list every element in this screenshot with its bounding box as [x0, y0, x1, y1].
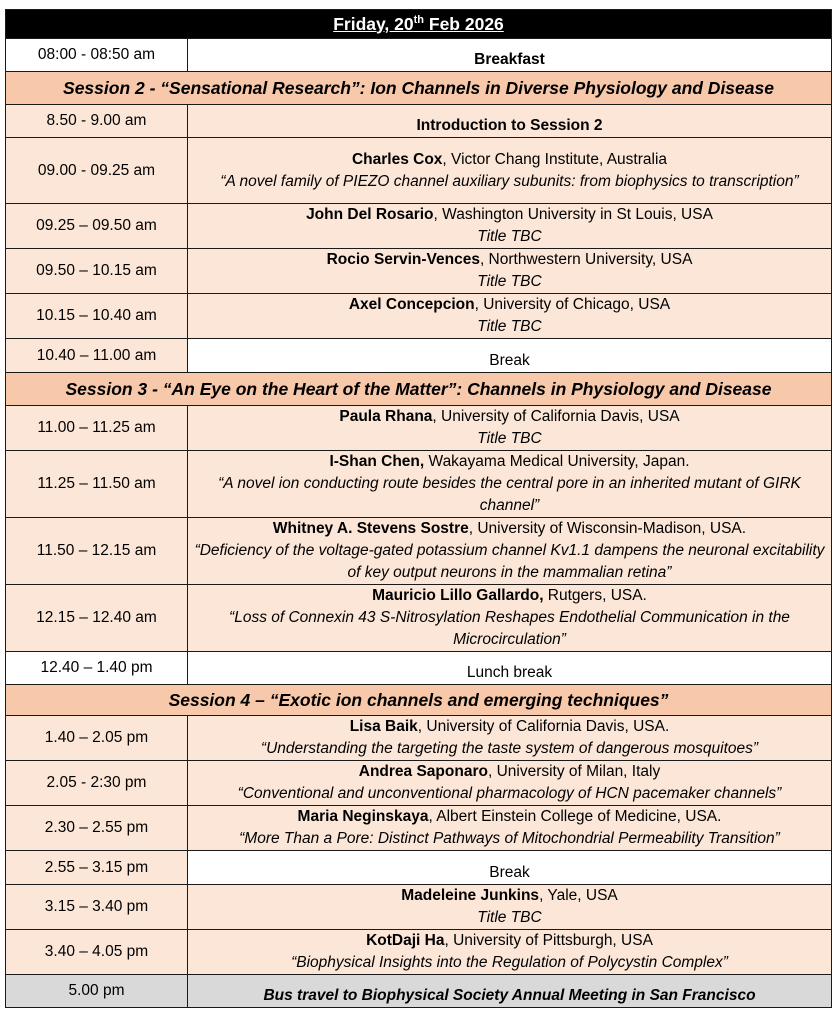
schedule-row-talk — [6, 806, 831, 851]
talk-cell — [188, 930, 831, 974]
session-4-header — [6, 685, 831, 716]
time-cell: 08:00 - 08:50 am — [6, 39, 188, 71]
time-cell: 12.40 – 1.40 pm — [6, 652, 188, 684]
talk-cell — [188, 294, 831, 338]
schedule-row-talk — [6, 451, 831, 518]
speaker-line — [327, 249, 693, 271]
schedule-row-talk — [6, 249, 831, 294]
speaker-name: Mauricio Lillo Gallardo, — [372, 587, 544, 604]
speaker-name: Paula Rhana — [339, 408, 433, 425]
speaker-affiliation: , Victor Chang Institute, Australia — [442, 150, 668, 168]
speaker-affiliation: , Washington University in St Louis, USA — [433, 206, 713, 223]
schedule-row-intro — [6, 105, 831, 138]
talk-cell — [188, 585, 831, 651]
talk-title: Title TBC — [477, 318, 542, 335]
speaker-line — [372, 585, 647, 607]
event-cell: Bus travel to Biophysical Society Annual Meeting in San Francisco — [263, 987, 756, 1004]
speaker-affiliation: , Yale, USA — [539, 887, 618, 904]
speaker-line — [273, 518, 746, 540]
speaker-line — [359, 761, 660, 783]
speaker-line — [349, 294, 670, 316]
speaker-line — [339, 406, 679, 428]
schedule-row-break — [6, 851, 831, 885]
speaker-name: Madeleine Junkins — [401, 887, 540, 904]
time-cell: 11.25 – 11.50 am — [6, 451, 188, 517]
time-cell: 5.00 pm — [6, 975, 188, 1007]
talk-title: “Understanding the targeting the taste system of dangerous mosquitoes” — [260, 740, 759, 757]
speaker-line — [298, 806, 722, 828]
time-cell: 1.40 – 2.05 pm — [6, 716, 188, 760]
session-2-header — [6, 72, 831, 105]
time-cell: 8.50 - 9.00 am — [6, 105, 188, 137]
talk-cell — [188, 885, 831, 929]
schedule-row-bus — [6, 975, 831, 1007]
session-title: Session 3 - “An Eye on the Heart of the Matter”: Channels in Physiology and Disease — [65, 378, 772, 399]
schedule-table — [5, 9, 832, 1008]
event-cell: Break — [188, 851, 831, 884]
time-cell: 11.00 – 11.25 am — [6, 406, 188, 450]
event-cell: Introduction to Session 2 — [416, 117, 603, 134]
time-cell: 10.40 – 11.00 am — [6, 339, 188, 372]
talk-cell — [188, 451, 831, 517]
speaker-affiliation: , University of Milan, Italy — [487, 763, 661, 780]
schedule-row-talk — [6, 930, 831, 975]
talk-cell — [188, 518, 831, 584]
talk-title: “A novel ion conducting route besides the central pore in an inherited mutant of GIRK channel” — [218, 475, 801, 514]
talk-title: “More Than a Pore: Distinct Pathways of Mitochondrial Permeability Transition” — [239, 830, 780, 847]
speaker-name: Lisa Baik — [349, 718, 418, 735]
time-cell: 2.30 – 2.55 pm — [6, 806, 188, 850]
talk-title: “A novel family of PIEZO channel auxiliary subunits: from biophysics to transcription” — [220, 172, 799, 190]
speaker-affiliation: , Albert Einstein College of Medicine, USA. — [428, 808, 722, 825]
speaker-name: I-Shan Chen, — [329, 453, 425, 470]
talk-title: Title TBC — [477, 430, 542, 447]
schedule-row-talk — [6, 761, 831, 806]
schedule-row-break — [6, 339, 831, 373]
speaker-line — [329, 451, 689, 473]
schedule-row-talk — [6, 885, 831, 930]
schedule-row-lunch — [6, 652, 831, 685]
speaker-line — [352, 149, 667, 171]
time-cell: 3.15 – 3.40 pm — [6, 885, 188, 929]
speaker-affiliation: , University of California Davis, USA — [432, 408, 680, 425]
time-cell: 2.55 – 3.15 pm — [6, 851, 188, 884]
time-cell: 09.00 - 09.25 am — [6, 138, 188, 203]
time-cell: 12.15 – 12.40 am — [6, 585, 188, 651]
speaker-line — [306, 204, 713, 226]
event-cell: Breakfast — [474, 51, 545, 68]
speaker-name: KotDaji Ha — [366, 932, 445, 949]
speaker-name: Andrea Saponaro — [358, 763, 488, 780]
schedule-row-talk — [6, 518, 831, 585]
schedule-row-talk — [6, 406, 831, 451]
schedule-row-talk — [6, 138, 831, 204]
talk-cell — [188, 204, 831, 248]
speaker-name: Maria Neginskaya — [297, 808, 429, 825]
schedule-row-talk — [6, 294, 831, 339]
talk-cell — [188, 249, 831, 293]
talk-title: Title TBC — [477, 909, 542, 926]
speaker-affiliation: , Northwestern University, USA — [479, 251, 693, 268]
talk-title: “Biophysical Insights into the Regulation of Polycystin Complex” — [291, 954, 728, 971]
speaker-name: Axel Concepcion — [348, 296, 475, 313]
speaker-name: Charles Cox — [351, 150, 443, 168]
talk-cell — [188, 406, 831, 450]
session-3-header — [6, 373, 831, 406]
day-header-text: Friday, 20th Feb 2026 — [333, 13, 504, 34]
talk-title: “Deficiency of the voltage-gated potassium channel Kv1.1 dampens the neuronal excitability of key output neurons in the mammalian retina” — [194, 542, 825, 581]
speaker-name: Rocio Servin-Vences — [326, 251, 480, 268]
session-title: Session 2 - “Sensational Research”: Ion Channels in Diverse Physiology and Disease — [63, 77, 774, 98]
time-cell: 3.40 – 4.05 pm — [6, 930, 188, 974]
speaker-line — [366, 930, 653, 952]
time-cell: 11.50 – 12.15 am — [6, 518, 188, 584]
time-cell: 2.05 - 2:30 pm — [6, 761, 188, 805]
speaker-name: Whitney A. Stevens Sostre — [272, 520, 469, 537]
schedule-row-talk — [6, 585, 831, 652]
speaker-affiliation: , University of Pittsburgh, USA — [444, 932, 653, 949]
speaker-line — [401, 885, 618, 907]
talk-cell — [188, 716, 831, 760]
speaker-affiliation: , University of Wisconsin-Madison, USA. — [468, 520, 747, 537]
talk-cell — [188, 806, 831, 850]
schedule-row-talk — [6, 716, 831, 761]
talk-title: Title TBC — [477, 273, 542, 290]
day-header — [6, 10, 831, 39]
session-title: Session 4 – “Exotic ion channels and emerging techniques” — [168, 689, 669, 710]
talk-title: “Conventional and unconventional pharmacology of HCN pacemaker channels” — [237, 785, 782, 802]
speaker-affiliation: , University of California Davis, USA. — [417, 718, 670, 735]
time-cell: 10.15 – 10.40 am — [6, 294, 188, 338]
speaker-line — [350, 716, 670, 738]
time-cell: 09.50 – 10.15 am — [6, 249, 188, 293]
speaker-affiliation: Rutgers, USA. — [543, 587, 647, 604]
speaker-affiliation: , University of Chicago, USA — [474, 296, 671, 313]
schedule-row-talk — [6, 204, 831, 249]
time-cell: 09.25 – 09.50 am — [6, 204, 188, 248]
event-cell: Break — [188, 339, 831, 372]
talk-cell — [188, 138, 831, 203]
speaker-affiliation: Wakayama Medical University, Japan. — [424, 453, 690, 470]
speaker-name: John Del Rosario — [306, 206, 434, 223]
schedule-row-breakfast — [6, 39, 831, 72]
talk-title: Title TBC — [477, 228, 542, 245]
event-cell: Lunch break — [466, 664, 553, 681]
talk-cell — [188, 761, 831, 805]
talk-title: “Loss of Connexin 43 S-Nitrosylation Reshapes Endothelial Communication in the Microcirculation” — [229, 609, 790, 648]
